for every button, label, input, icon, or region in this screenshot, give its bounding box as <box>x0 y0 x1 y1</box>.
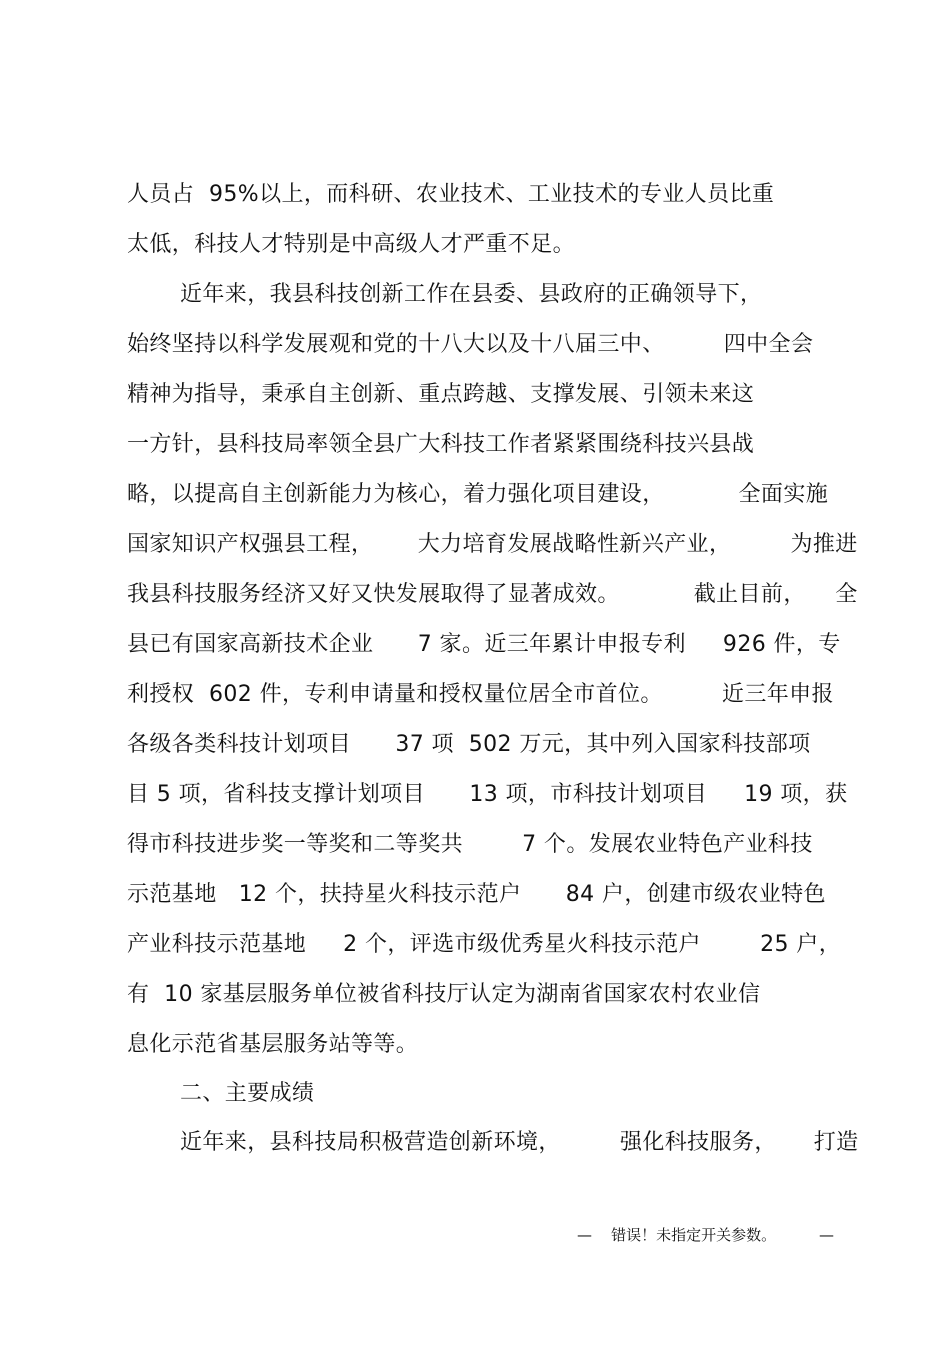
body-line: 国家知识产权强县工程， 大力培育发展战略性新兴产业， 为推进 <box>127 532 858 557</box>
body-line: 精神为指导，秉承自主创新、重点跨越、支撑发展、引领未来这 <box>127 382 755 407</box>
body-line: 人员占 95%以上，而科研、农业技术、工业技术的专业人员比重 <box>127 182 775 207</box>
body-line: 我县科技服务经济又好又快发展取得了显著成效。 截止目前， 全 <box>127 582 858 607</box>
body-line: 略，以提高自主创新能力为核心，着力强化项目建设， 全面实施 <box>127 482 829 507</box>
body-line: 有 10 家基层服务单位被省科技厅认定为湖南省国家农村农业信 <box>127 982 761 1007</box>
body-line: 目 5 项，省科技支撑计划项目 13 项，市科技计划项目 19 项，获 <box>127 782 848 807</box>
body-line: 始终坚持以科学发展观和党的十八大以及十八届三中、 四中全会 <box>127 332 814 357</box>
body-line: 息化示范省基层服务站等等。 <box>127 1032 419 1057</box>
body-line: 利授权 602 件，专利申请量和授权量位居全市首位。 近三年申报 <box>127 682 834 707</box>
body-line: 各级各类科技计划项目 37 项 502 万元，其中列入国家科技部项 <box>127 732 811 757</box>
body-line: 得市科技进步奖一等奖和二等奖共 7 个。发展农业特色产业科技 <box>127 832 813 857</box>
body-line: 太低，科技人才特别是中高级人才严重不足。 <box>127 232 576 257</box>
body-line: 示范基地 12 个，扶持星火科技示范户 84 户，创建市级农业特色 <box>127 882 826 907</box>
paragraph-first-line: 近年来，县科技局积极营造创新环境， 强化科技服务， 打造 <box>180 1130 859 1155</box>
section-heading: 二、主要成绩 <box>180 1081 315 1106</box>
paragraph-first-line: 近年来，我县科技创新工作在县委、县政府的正确领导下， <box>180 282 763 307</box>
body-line: 一方针，县科技局率领全县广大科技工作者紧紧围绕科技兴县战 <box>127 432 755 457</box>
page-footer: — 错误！未指定开关参数。 — <box>577 1226 834 1244</box>
body-line: 产业科技示范基地 2 个，评选市级优秀星火科技示范户 25 户， <box>127 932 842 957</box>
body-line: 县已有国家高新技术企业 7 家。近三年累计申报专利 926 件，专 <box>127 632 841 657</box>
